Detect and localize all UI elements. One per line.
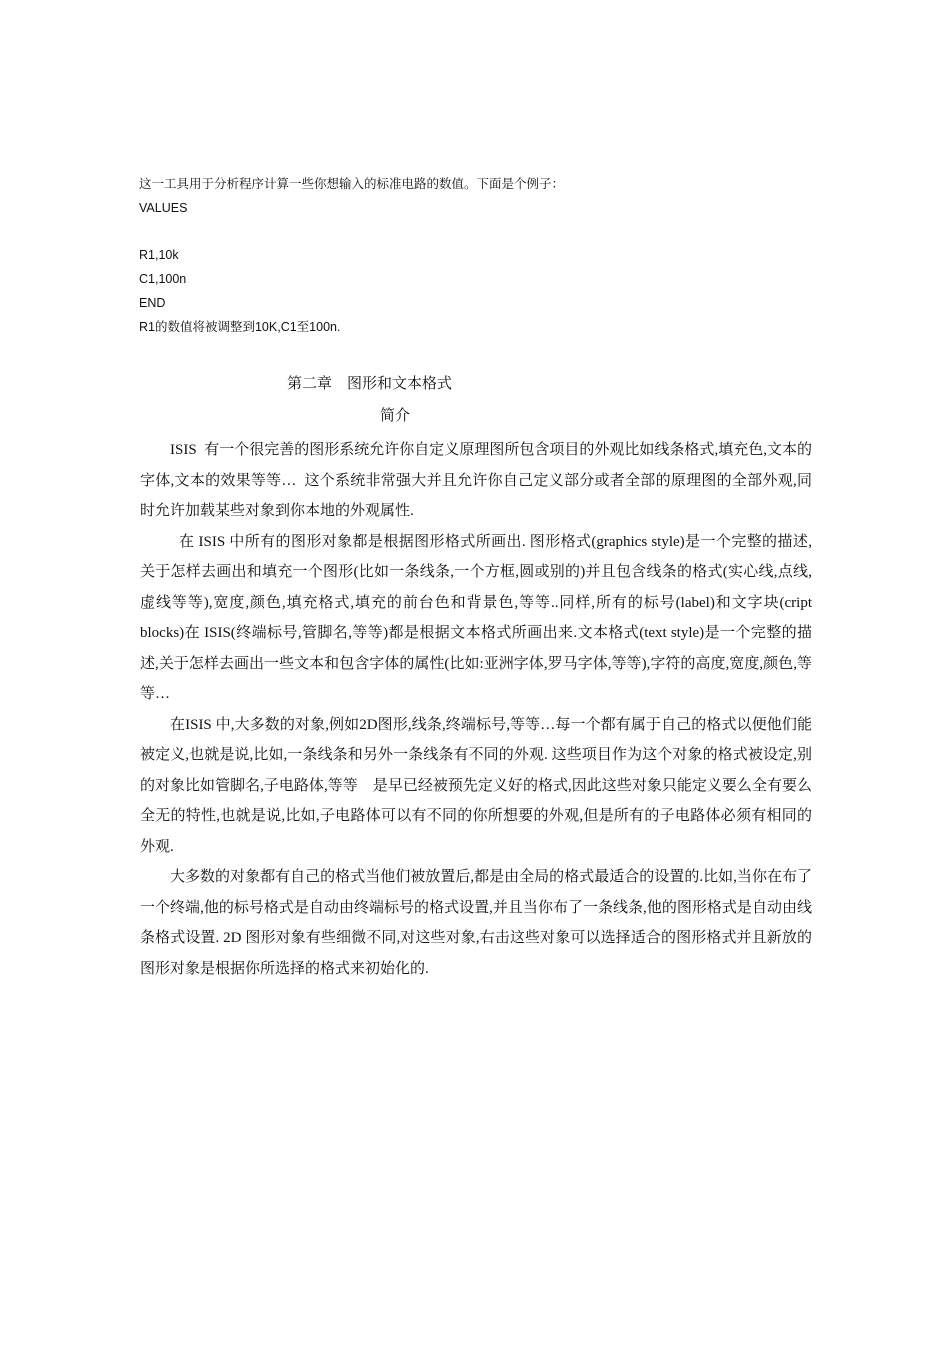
body-text (140, 435, 816, 984)
example-line-blank (139, 221, 839, 245)
section-title: 简介 (380, 408, 411, 424)
paragraph: 大多数的对象都有自己的格式当他们被放置后,都是由全局的格式最适合的设置的.比如,当你在布了一个终端,他的标号格式是自动由终端标号的格式设置,并且当你布了一条线条,他的图形格式是自动由线条格式设置. 2D 图形对象有些细微不同,对这些对象,右击这些对象可以选择适合的图形格式并且新放的图形对象是根据你所选择的格式来初始化的. (140, 869, 812, 977)
intro-block (139, 173, 839, 340)
paragraph: 在ISIS 中,大多数的对象,例如2D图形,线条,终端标号,等等…每一个都有属于自己的格式以便他们能被定义,也就是说,比如,一条线条和另外一条线条有不同的外观. 这些项目作为这个对象的格式被设定,别的对象比如管脚名,子电路体,等等 是早已经被预先定义好的格式,因此这些对象只能定义要么全有要么全无的特性,也就是说,比如,子电路体可以有不同的你所想要的外观,但是所有的子电路体必须有相同的外观. (140, 716, 812, 855)
example-line-r1: R1,10k (139, 248, 179, 263)
example-line-values: VALUES (139, 200, 188, 215)
intro-result: R1的数值将被调整到10K,C1至100n. (139, 319, 341, 334)
chapter-title: 第二章 图形和文本格式 (287, 376, 453, 392)
example-line-c1: C1,100n (139, 272, 187, 287)
intro-description: 这一工具用于分析程序计算一些你想输入的标准电路的数值。下面是个例子： (139, 177, 565, 191)
paragraph: 在 ISIS 中所有的图形对象都是根据图形格式所画出. 图形格式(graphics style)是一个完整的描述,关于怎样去画出和填充一个图形(比如一条线条,一个方框,圆或别的)并且包含线条的格式(实心线,点线,虚线等等),宽度,颜色,填充格式,填充的前台色和背景色,等等..同样,所有的标号(label)和文字块(cript blocks)在 ISIS(终端标号,管脚名,等等)都是根据文本格式所画出来.文本格式(text style)是一个完整的描述,关于怎样去画出一些文本和包含字体的属性(比如:亚洲字体,罗马字体,等等),字符的高度,宽度,颜色,等等… (140, 533, 816, 702)
example-line-end: END (139, 295, 166, 310)
paragraph: ISIS 有一个很完善的图形系统允许你自定义原理图所包含项目的外观比如线条格式,填充色,文本的字体,文本的效果等等… 这个系统非常强大并且允许你自己定义部分或者全部的原理图的全部外观,同时允许加载某些对象到你本地的外观属性. (140, 442, 812, 519)
